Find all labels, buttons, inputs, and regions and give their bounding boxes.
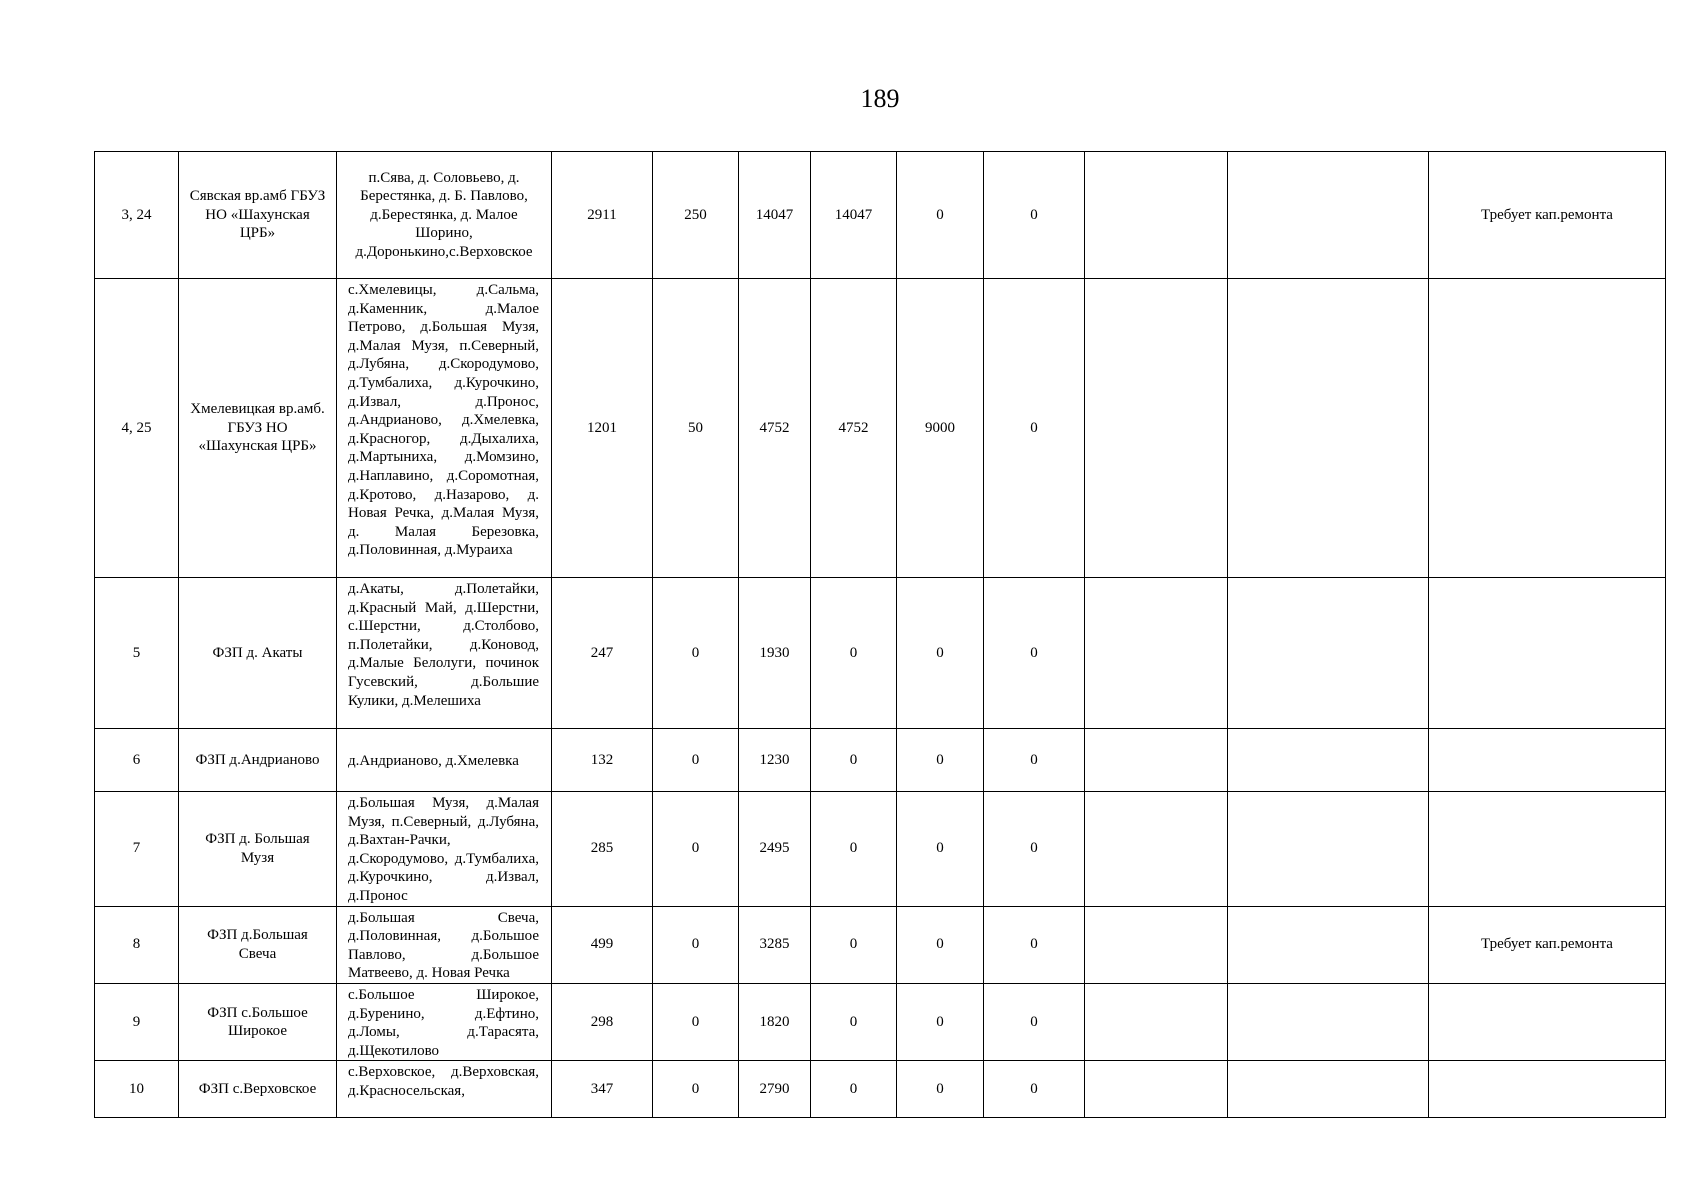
empty-cell-7	[1085, 279, 1228, 578]
value-cell-4: 0	[811, 578, 897, 729]
row-number-cell: 7	[95, 792, 179, 907]
empty-cell-8	[1228, 729, 1429, 792]
value-cell-2: 0	[653, 792, 739, 907]
served-settlements-cell: п.Сява, д. Соловьево, д. Берестянка, д. Б. Павлово, д.Берестянка, д. Малое Шорино, д.Доронькино,с.Верховское	[337, 152, 552, 279]
table-row	[95, 279, 1666, 578]
value-cell-3: 2790	[739, 1061, 811, 1118]
value-cell-6: 0	[984, 578, 1085, 729]
note-cell	[1429, 578, 1666, 729]
value-cell-2: 0	[653, 729, 739, 792]
value-cell-6: 0	[984, 279, 1085, 578]
value-cell-4: 14047	[811, 152, 897, 279]
value-cell-5: 0	[897, 578, 984, 729]
value-cell-2: 250	[653, 152, 739, 279]
value-cell-1: 132	[552, 729, 653, 792]
empty-cell-8	[1228, 152, 1429, 279]
table-row	[95, 983, 1666, 1060]
empty-cell-8	[1228, 983, 1429, 1060]
value-cell-4: 0	[811, 1061, 897, 1118]
value-cell-4: 0	[811, 983, 897, 1060]
note-cell	[1429, 279, 1666, 578]
note-cell: Требует кап.ремонта	[1429, 906, 1666, 983]
row-number-cell: 8	[95, 906, 179, 983]
value-cell-1: 247	[552, 578, 653, 729]
value-cell-6: 0	[984, 152, 1085, 279]
empty-cell-7	[1085, 1061, 1228, 1118]
value-cell-2: 0	[653, 1061, 739, 1118]
note-cell: Требует кап.ремонта	[1429, 152, 1666, 279]
value-cell-5: 0	[897, 729, 984, 792]
value-cell-5: 0	[897, 792, 984, 907]
note-cell	[1429, 729, 1666, 792]
note-cell	[1429, 1061, 1666, 1118]
note-cell	[1429, 983, 1666, 1060]
value-cell-1: 1201	[552, 279, 653, 578]
value-cell-3: 14047	[739, 152, 811, 279]
value-cell-5: 0	[897, 152, 984, 279]
served-settlements-cell: с.Верховское, д.Верховская, д.Красносельская,	[337, 1061, 552, 1118]
value-cell-1: 298	[552, 983, 653, 1060]
row-number-cell: 6	[95, 729, 179, 792]
empty-cell-8	[1228, 578, 1429, 729]
value-cell-1: 2911	[552, 152, 653, 279]
empty-cell-7	[1085, 906, 1228, 983]
facility-name-cell: ФЗП д. Акаты	[179, 578, 337, 729]
empty-cell-7	[1085, 729, 1228, 792]
empty-cell-8	[1228, 1061, 1429, 1118]
facility-name-cell: ФЗП с.Верховское	[179, 1061, 337, 1118]
facility-name-cell: Хмелевицкая вр.амб. ГБУЗ НО «Шахунская ЦРБ»	[179, 279, 337, 578]
value-cell-2: 0	[653, 906, 739, 983]
value-cell-5: 0	[897, 1061, 984, 1118]
empty-cell-8	[1228, 792, 1429, 907]
value-cell-5: 0	[897, 906, 984, 983]
page-number: 189	[860, 84, 900, 113]
row-number-cell: 5	[95, 578, 179, 729]
served-settlements-cell: с.Хмелевицы, д.Сальма, д.Каменник, д.Малое Петрово, д.Большая Музя, д.Малая Музя, п.Северный, д.Лубяна, д.Скородумово, д.Тумбалиха, д.Курочкино, д.Извал, д.Пронос, д.Андрианово, д.Хмелевка, д.Красногор, д.Дыхалиха, д.Мартыниха, д.Момзино, д.Наплавино, д.Соромотная, д.Кротово, д.Назарово, д. Новая Речка, д.Малая Музя, д. Малая Березовка, д.Половинная, д.Мураиха	[337, 279, 552, 578]
table-row	[95, 1061, 1666, 1118]
facility-name-cell: ФЗП д.Андрианово	[179, 729, 337, 792]
note-cell	[1429, 792, 1666, 907]
value-cell-4: 0	[811, 906, 897, 983]
value-cell-6: 0	[984, 906, 1085, 983]
table-row	[95, 729, 1666, 792]
table-row	[95, 152, 1666, 279]
value-cell-2: 50	[653, 279, 739, 578]
empty-cell-7	[1085, 792, 1228, 907]
value-cell-6: 0	[984, 729, 1085, 792]
empty-cell-7	[1085, 983, 1228, 1060]
value-cell-5: 9000	[897, 279, 984, 578]
empty-cell-7	[1085, 152, 1228, 279]
value-cell-5: 0	[897, 983, 984, 1060]
row-number-cell: 3, 24	[95, 152, 179, 279]
empty-cell-8	[1228, 279, 1429, 578]
value-cell-4: 0	[811, 792, 897, 907]
facility-name-cell: Сявская вр.амб ГБУЗ НО «Шахунская ЦРБ»	[179, 152, 337, 279]
facilities-table	[94, 151, 1666, 1118]
value-cell-2: 0	[653, 983, 739, 1060]
row-number-cell: 9	[95, 983, 179, 1060]
served-settlements-cell: д.Большая Свеча, д.Половинная, д.Большое Павлово, д.Большое Матвеево, д. Новая Речка	[337, 906, 552, 983]
value-cell-3: 3285	[739, 906, 811, 983]
served-settlements-cell: д.Большая Музя, д.Малая Музя, п.Северный, д.Лубяна, д.Вахтан-Рачки, д.Скородумово, д.Тумбалиха, д.Курочкино, д.Извал, д.Пронос	[337, 792, 552, 907]
value-cell-1: 285	[552, 792, 653, 907]
row-number-cell: 10	[95, 1061, 179, 1118]
value-cell-4: 0	[811, 729, 897, 792]
served-settlements-cell: с.Большое Широкое, д.Буренино, д.Ефтино, д.Ломы, д.Тарасята, д.Щекотилово	[337, 983, 552, 1060]
facility-name-cell: ФЗП д. Большая Музя	[179, 792, 337, 907]
empty-cell-8	[1228, 906, 1429, 983]
value-cell-3: 1820	[739, 983, 811, 1060]
value-cell-3: 4752	[739, 279, 811, 578]
served-settlements-cell: д.Андрианово, д.Хмелевка	[337, 729, 552, 792]
value-cell-6: 0	[984, 1061, 1085, 1118]
value-cell-6: 0	[984, 983, 1085, 1060]
value-cell-1: 347	[552, 1061, 653, 1118]
served-settlements-cell: д.Акаты, д.Полетайки, д.Красный Май, д.Шерстни, с.Шерстни, д.Столбово, п.Полетайки, д.Коновод, д.Малые Белолуги, починок Гусевский, д.Большие Кулики, д.Мелешиха	[337, 578, 552, 729]
facility-name-cell: ФЗП с.Большое Широкое	[179, 983, 337, 1060]
table-row	[95, 578, 1666, 729]
value-cell-2: 0	[653, 578, 739, 729]
row-number-cell: 4, 25	[95, 279, 179, 578]
value-cell-4: 4752	[811, 279, 897, 578]
value-cell-3: 1930	[739, 578, 811, 729]
value-cell-3: 2495	[739, 792, 811, 907]
table-row	[95, 792, 1666, 907]
facility-name-cell: ФЗП д.Большая Свеча	[179, 906, 337, 983]
table-row	[95, 906, 1666, 983]
value-cell-6: 0	[984, 792, 1085, 907]
value-cell-1: 499	[552, 906, 653, 983]
value-cell-3: 1230	[739, 729, 811, 792]
empty-cell-7	[1085, 578, 1228, 729]
